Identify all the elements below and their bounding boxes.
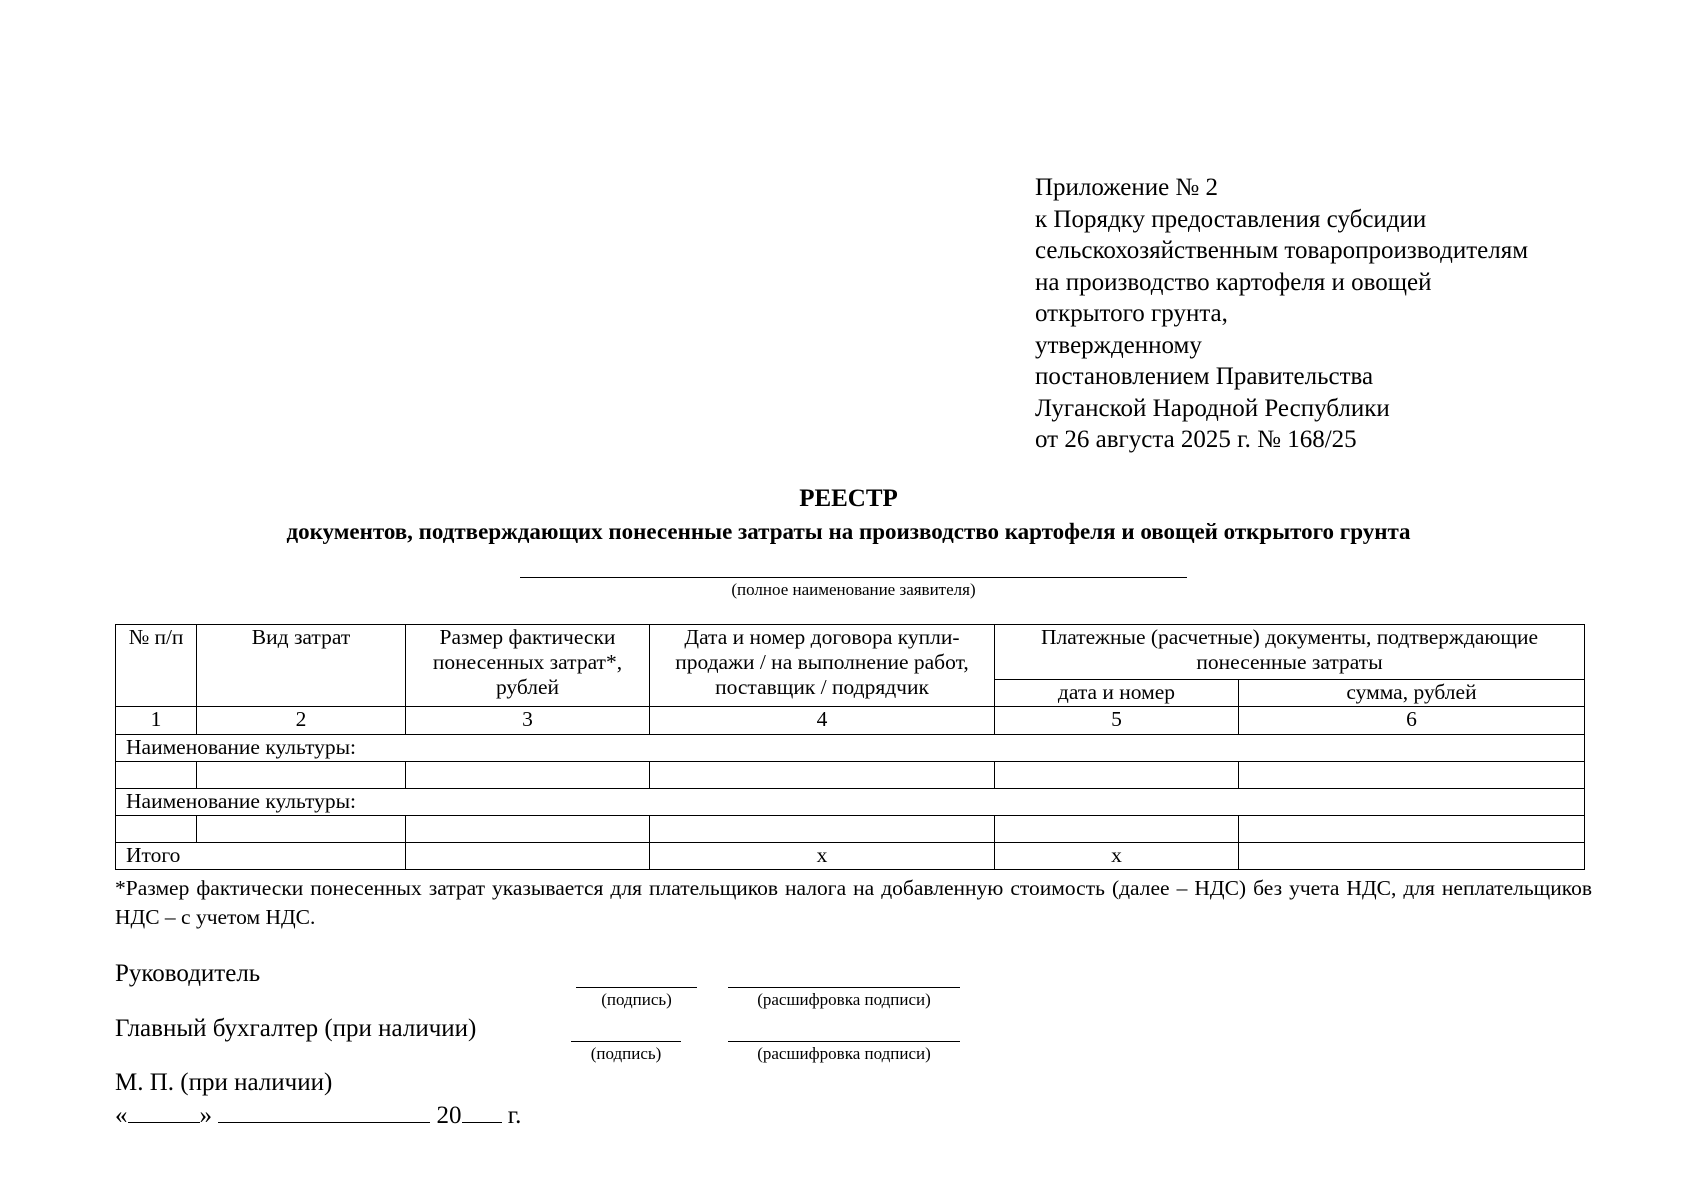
- appendix-line: Луганской Народной Республики: [1035, 394, 1390, 422]
- head-decoding-caption: (расшифровка подписи): [757, 990, 931, 1009]
- header-contract: Дата и номер договора купли-продажи / на выполнение работ, поставщик / подрядчик: [650, 625, 995, 707]
- appendix-line: утвержденному: [1035, 331, 1202, 359]
- close-quote: »: [199, 1102, 212, 1129]
- year-blank[interactable]: [462, 1100, 502, 1123]
- year-suffix: г.: [507, 1102, 522, 1129]
- total-amount-cell[interactable]: [1239, 843, 1585, 870]
- total-label: Итого: [116, 843, 406, 870]
- column-number: 2: [197, 707, 406, 735]
- year-prefix: 20: [436, 1102, 462, 1129]
- total-actual-costs-cell[interactable]: [406, 843, 650, 870]
- total-row: [116, 843, 1585, 870]
- total-date-mark: x: [995, 843, 1239, 870]
- registry-table: [115, 624, 1585, 870]
- empty-cell[interactable]: [197, 762, 406, 789]
- empty-cell[interactable]: [406, 762, 650, 789]
- header-cost-type: Вид затрат: [197, 625, 406, 707]
- table-row[interactable]: [116, 762, 1585, 789]
- month-blank[interactable]: [218, 1100, 430, 1123]
- appendix-line: на производство картофеля и овощей: [1035, 268, 1432, 296]
- column-number-row: [116, 707, 1585, 735]
- open-quote: «: [115, 1102, 128, 1129]
- appendix-line: Приложение № 2: [1035, 174, 1219, 201]
- footnote: *Размер фактически понесенных затрат указывается для плательщиков налога на добавленную стоимость (далее – НДС) без учета НДС, для неплательщиков НДС – с учетом НДС.: [115, 876, 1592, 929]
- header-payment-docs: Платежные (расчетные) документы, подтверждающие понесенные затраты: [995, 625, 1585, 680]
- empty-cell[interactable]: [995, 762, 1239, 789]
- head-label: Руководитель: [115, 960, 261, 987]
- stamp-label: М. П. (при наличии): [115, 1069, 333, 1096]
- appendix-line: сельскохозяйственным товаропроизводителям: [1035, 237, 1529, 264]
- applicant-caption: (полное наименование заявителя): [731, 580, 976, 599]
- column-number: 1: [116, 707, 197, 735]
- head-signature-caption: (подпись): [601, 990, 672, 1009]
- accountant-decoding-caption: (расшифровка подписи): [757, 1044, 931, 1063]
- column-number: 4: [650, 707, 995, 735]
- culture-label: Наименование культуры:: [116, 789, 1585, 816]
- appendix-line: к Порядку предоставления субсидии: [1035, 205, 1427, 233]
- culture-row: [116, 789, 1585, 816]
- appendix-line: от 26 августа 2025 г. № 168/25: [1035, 426, 1357, 453]
- column-number: 5: [995, 707, 1239, 735]
- empty-cell[interactable]: [1239, 762, 1585, 789]
- header-row: [116, 625, 1585, 680]
- total-contract-mark: x: [650, 843, 995, 870]
- column-number: 3: [406, 707, 650, 735]
- empty-cell[interactable]: [116, 762, 197, 789]
- empty-cell[interactable]: [650, 762, 995, 789]
- header-date-number: дата и номер: [995, 680, 1239, 707]
- applicant-name-line[interactable]: [520, 577, 1187, 578]
- head-decoding-line[interactable]: [728, 987, 960, 988]
- appendix-block: [1035, 172, 1528, 456]
- accountant-decoding-line[interactable]: [728, 1041, 960, 1042]
- header-amount: сумма, рублей: [1239, 680, 1585, 707]
- header-actual-costs: Размер фактически понесенных затрат*, рублей: [406, 625, 650, 707]
- appendix-line: открытого грунта,: [1035, 300, 1228, 327]
- empty-cell[interactable]: [116, 816, 197, 843]
- document-subtitle: документов, подтверждающих понесенные затраты на производство картофеля и овощей открытого грунта: [286, 519, 1411, 544]
- empty-cell[interactable]: [650, 816, 995, 843]
- chief-accountant-label: Главный бухгалтер (при наличии): [115, 1015, 477, 1042]
- column-number: 6: [1239, 707, 1585, 735]
- appendix-line: постановлением Правительства: [1035, 363, 1374, 390]
- empty-cell[interactable]: [406, 816, 650, 843]
- accountant-signature-line[interactable]: [571, 1041, 681, 1042]
- empty-cell[interactable]: [1239, 816, 1585, 843]
- empty-cell[interactable]: [995, 816, 1239, 843]
- date-line: [115, 1100, 521, 1131]
- culture-label: Наименование культуры:: [116, 735, 1585, 762]
- document-title: РЕЕСТР: [799, 485, 898, 512]
- head-signature-line[interactable]: [576, 987, 697, 988]
- accountant-signature-caption: (подпись): [590, 1044, 662, 1063]
- table-row[interactable]: [116, 816, 1585, 843]
- day-blank[interactable]: [128, 1100, 200, 1123]
- header-num: № п/п: [116, 625, 197, 707]
- culture-row: [116, 735, 1585, 762]
- empty-cell[interactable]: [197, 816, 406, 843]
